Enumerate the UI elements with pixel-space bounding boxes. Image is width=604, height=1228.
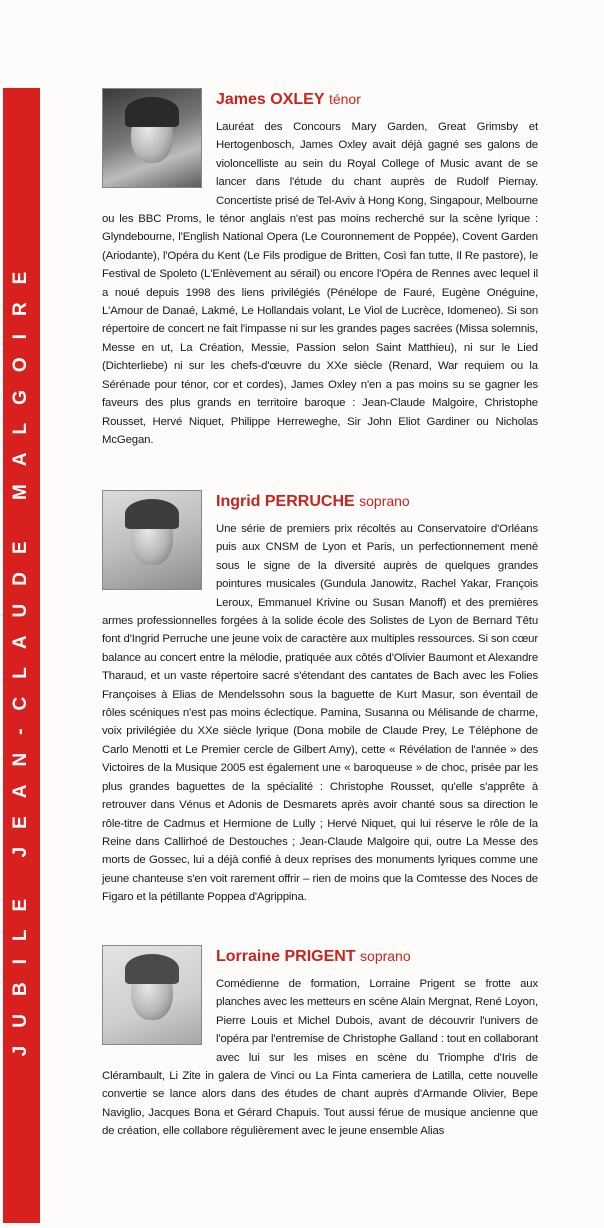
voice-type: soprano <box>360 948 411 964</box>
singer-name: Ingrid PERRUCHE <box>216 493 355 510</box>
portrait-photo <box>102 490 202 590</box>
portrait-photo <box>102 88 202 188</box>
bio-text: Une série de premiers prix récoltés au Conservatoire d'Orléans puis aux CNSM de Lyon et Paris, un perfectionnement mené sous le signe de la diversité auprès de quelques grandes pointures musicales (Gundula Janowitz, Rachel Yakar, François Leroux, Emmanuel Krivine ou Susan Manoff) et des premières armes professionnelles forgées à la solide école des Solistes de Lyon de Bernard Têtu font d'Ingrid Perruche une jeune voix de caractère aux multiples ressources. Si son cœur balance au concert entre la mélodie, pratiquée aux côtés d'Olivier Baumont et Alexandre Tharaud, et un vaste répertoire sacré s'étendant des cantates de Bach avec les Folies Françoises à Elias de Mendelssohn sous la baguette de Kurt Masur, son éventail de rôles scéniques n'est pas moins éclectique. Pamina, Susanna ou Mélisande de charme, voix privilégiée du XXe siècle lyrique (Dona mobile de Claude Prey, Le Téléphone de Carlo Menotti et Le Premier cercle de Gilbert Amy), cette « Révélation de l'année » des Victoires de la Musique 2005 est également une « baroqueuse » de choc, prisée par les plus grandes baguettes de la spécialité : Christophe Rousset, qu'elle s'apprête à retrouver dans Vénus et Adonis de Desmarets après avoir chanté sous sa direction le rôle-titre de Cadmus et Hermione de Lully ; Hervé Niquet, qui lui réserve le rôle de la Reine dans Callirhoé de Destouches ; Jean-Claude Malgoire qui, outre La Messe des morts de Gossec, lui a déjà confié à deux reprises des monuments lyriques comme une jeune chanteuse s'en voit rarement offrir – rien de moins que la Comtesse des Noces de Figaro et la pétillante Poppea d'Agrippina. <box>102 523 538 904</box>
bio-lorraine-prigent <box>102 945 538 1141</box>
bio-james-oxley <box>102 88 538 449</box>
voice-type: soprano <box>359 493 410 509</box>
portrait-photo <box>102 945 202 1045</box>
bio-text: Lauréat des Concours Mary Garden, Great Grimsby et Hertogenbosch, James Oxley avait déjà gagné ses galons de violoncelliste au sein du Royal College of Music avant de se lancer dans l'étude du chant auprès de Rudolf Piernay. Concertiste prisé de Tel-Aviv à Hong Kong, Singapour, Melbourne ou les BBC Proms, le ténor anglais n'est pas moins recherché sur la scène lyrique : Glyndebourne, l'English National Opera (Le Couronnement de Poppée), Covent Garden (Ariodante), l'Opéra du Kent (Le Fils prodigue de Britten, Così fan tutte, Il Re pastore), le Festival de Spoleto (L'Enlèvement au sérail) ou encore l'Opéra de Rennes avec lequel il a noué depuis 1998 des liens privilégiés (Pénélope de Fauré, Eugène Onéguine, L'Amour de Danaé, Lakmé, Le Hollandais volant, Le Viol de Lucrèce, Idomeneo). Si son répertoire de concert ne fait l'impasse ni sur les grandes pages sacrées (Missa solemnis, Messe en ut, La Création, Messie, Passion selon Saint Matthieu), ni sur le Lied (Dichterliebe) ni sur les chefs-d'œuvre du XXe siècle (Renard, War requiem ou la Sérénade pour ténor, cor et cordes), James Oxley n'en a pas moins su se gagner les faveurs des plus grands en territoire baroque : Jean-Claude Malgoire, Christophe Rousset, Hervé Niquet, Philippe Herreweghe, Sir John Eliot Gardiner ou Nicholas McGegan. <box>102 121 538 446</box>
bio-ingrid-perruche <box>102 490 538 907</box>
singer-name: James OXLEY <box>216 91 325 108</box>
sidebar-title: JUBILE JEAN-CLAUDE MALGOIRE <box>10 253 31 1057</box>
bio-text: Comédienne de formation, Lorraine Prigent se frotte aux planches avec les metteurs en scène Alain Mergnat, René Loyon, Pierre Louis et Michel Dubois, avant de découvrir l'univers de l'opéra par l'entremise de Christophe Galland : tout en collaborant avec lui sur les mises en scène du Triomphe d'Iris de Clérambault, Li Zite in galera de Vinci ou La Finta cameriera de Latilla, cette nouvelle convertie se lance alors dans des études de chant auprès d'Armande Olivier, Bepe Naviglio, Jacques Bona et Gérard Chapuis. Tout aussi férue de musique ancienne que de création, elle collabore régulièrement avec le jeune ensemble Alias <box>102 978 538 1138</box>
sidebar <box>0 0 44 1228</box>
voice-type: ténor <box>328 91 361 107</box>
singer-name: Lorraine PRIGENT <box>216 948 356 965</box>
